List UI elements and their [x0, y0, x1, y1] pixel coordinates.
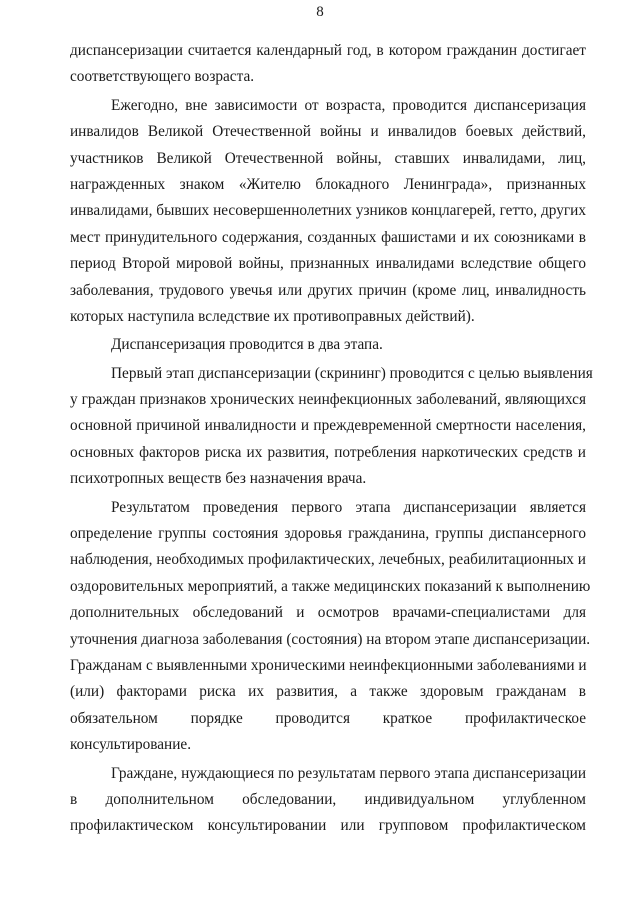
text-line: профилактическом консультировании или групповом профилактическом [70, 817, 586, 835]
text-line: у граждан признаков хронических неинфекционных заболеваний, являющихся [70, 391, 586, 409]
text-line: оздоровительных мероприятий, а также медицинских показаний к выполнению [70, 577, 591, 595]
text-line: Ежегодно, вне зависимости от возраста, проводится диспансеризация [111, 96, 586, 114]
text-line: Результатом проведения первого этапа диспансеризации является [111, 498, 586, 516]
text-line: дополнительных обследований и осмотров врачами-специалистами для [70, 604, 586, 622]
paragraph [70, 38, 586, 91]
paragraph [70, 761, 586, 840]
text-line: участников Великой Отечественной войны, ставших инвалидами, лиц, [70, 149, 586, 167]
text-line: психотропных веществ без назначения врача. [70, 470, 367, 488]
text-line: уточнения диагноза заболевания (состояния) на втором этапе диспансеризации. [70, 630, 591, 648]
text-line: Первый этап диспансеризации (скрининг) проводится с целью выявления [111, 364, 593, 382]
text-line: инвалидов Великой Отечественной войны и инвалидов боевых действий, [70, 123, 586, 141]
text-line: инвалидами, бывших несовершеннолетних узников концлагерей, гетто, других [70, 202, 586, 220]
text-line: Граждане, нуждающиеся по результатам первого этапа диспансеризации [111, 764, 587, 782]
text-line: награжденных знаком «Жителю блокадного Ленинграда», признанных [70, 175, 586, 193]
text-line: в дополнительном обследовании, индивидуальном углубленном [70, 790, 586, 808]
text-line: обязательном порядке проводится краткое профилактическое [70, 709, 586, 727]
text-line: Гражданам с выявленными хроническими неинфекционными заболеваниями и [70, 656, 587, 674]
text-line: наблюдения, необходимых профилактических, лечебных, реабилитационных и [70, 551, 586, 569]
text-line: которых наступила вследствие их противоправных действий). [70, 307, 475, 325]
text-line: мест принудительного содержания, созданных фашистами и их союзниками в [70, 228, 586, 246]
paragraph [70, 332, 586, 358]
text-line: определение группы состояния здоровья гражданина, группы диспансерного [70, 525, 586, 543]
text-line: период Второй мировой войны, признанных инвалидами вследствие общего [70, 255, 586, 273]
text-line: Диспансеризация проводится в два этапа. [111, 336, 383, 354]
text-line: (или) факторами риска их развития, а также здоровым гражданам в [70, 683, 586, 701]
text-line: консультирование. [70, 736, 192, 754]
paragraph [70, 361, 593, 493]
document-body [70, 38, 593, 842]
text-line: основной причиной инвалидности и преждевременной смертности населения, [70, 417, 586, 435]
page-number: 8 [316, 4, 324, 20]
text-line: соответствующего возраста. [70, 68, 255, 86]
text-line: заболевания, трудового увечья или других причин (кроме лиц, инвалидность [70, 281, 586, 299]
paragraph [70, 495, 591, 759]
text-line: диспансеризации считается календарный год, в котором гражданин достигает [70, 42, 586, 59]
paragraph [70, 93, 586, 331]
text-line: основных факторов риска их развития, потребления наркотических средств и [70, 443, 586, 461]
